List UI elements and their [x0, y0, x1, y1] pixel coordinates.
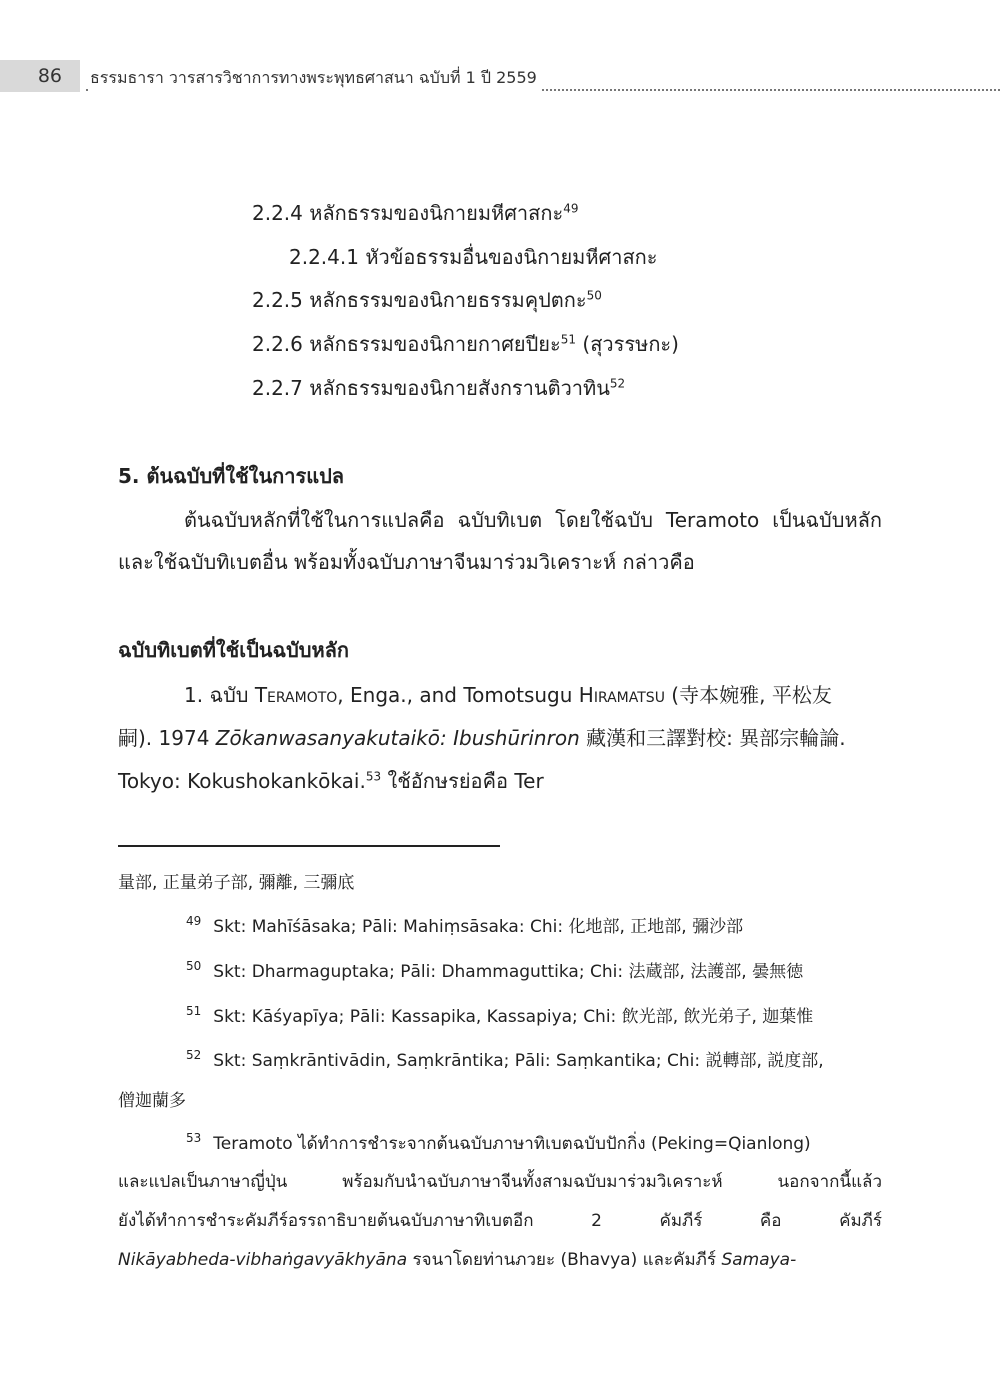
- footnote-line: และแปลเป็นภาษาญี่ปุ่น พร้อมกับนำฉบับภาษาจีนทั้งสามฉบับมาร่วมวิเคราะห์ นอกจากนี้แล้ว: [118, 1172, 882, 1192]
- toc-item-text: 2.2.4 หลักธรรมของนิกายมหีศาสกะ: [252, 201, 564, 225]
- toc-footnote-ref[interactable]: 51: [560, 332, 577, 347]
- ref-text: 嗣). 1974: [118, 726, 216, 750]
- footnote-text: Skt: Mahīśāsaka; Pāli: Mahiṃsāsaka: Chi: 化地部, 正地部, 彌沙部: [213, 917, 744, 937]
- footnote-number: 50: [186, 959, 202, 974]
- ref-cjk-title: 藏漢和三譯對校: 異部宗輪論.: [579, 726, 846, 750]
- footnote-italic-title: Nikāyabheda-vibhaṅgavyākhyāna: [118, 1250, 408, 1270]
- ref-author: Teramoto: [254, 683, 338, 707]
- footnote-line: [118, 1246, 796, 1273]
- toc-footnote-ref[interactable]: 49: [563, 201, 579, 216]
- reference-line: [184, 679, 832, 711]
- footnote-italic-title: Samaya-: [721, 1250, 797, 1270]
- footnote-rule: [118, 845, 500, 847]
- footnote-line: ยังได้ทำการชำระคัมภีร์อรรถาธิบายต้นฉบับภาษาทิเบตอีก 2 คัมภีร์ คือ คัมภีร์: [118, 1211, 882, 1231]
- footnote-number: 52: [186, 1048, 202, 1063]
- reference-line: [118, 722, 846, 751]
- subsection-heading: ฉบับทิเบตที่ใช้เป็นฉบับหลัก: [118, 638, 350, 662]
- toc-item-text: 2.2.5 หลักธรรมของนิกายธรรมคุปตกะ: [252, 288, 587, 312]
- toc-item: [252, 197, 578, 229]
- toc-item: [252, 328, 679, 360]
- ref-cjk-title: (寺本婉雅, 平松友: [664, 683, 832, 707]
- paragraph-line: ต้นฉบับหลักที่ใช้ในการแปลคือ ฉบับทิเบต โดยใช้ฉบับ Teramoto เป็นฉบับหลัก: [184, 508, 882, 532]
- running-title: ธรรมธารา วารสารวิชาการทางพระพุทธศาสนา ฉบับที่ 1 ปี 2559: [90, 66, 541, 91]
- ref-abbrev: ใช้อักษรย่อคือ Ter: [381, 769, 544, 793]
- ref-text: Tokyo: Kokushokankōkai.: [118, 769, 366, 793]
- ref-author: Hiramatsu: [578, 683, 665, 707]
- footnote-ref[interactable]: 53: [365, 769, 382, 784]
- footnote: [186, 1046, 824, 1071]
- toc-item-text: 2.2.6 หลักธรรมของนิกายกาศยปียะ: [252, 332, 561, 356]
- toc-footnote-ref[interactable]: 50: [586, 288, 602, 303]
- toc-item: [252, 284, 602, 316]
- footnote-continuation: 量部, 正量弟子部, 彌離, 三彌底: [118, 873, 355, 893]
- footnote-text: Skt: Kāśyapīya; Pāli: Kassapika, Kassapiya; Chi: 飲光部, 飲光弟子, 迦葉惟: [213, 1007, 814, 1027]
- footnote: [186, 1130, 811, 1157]
- ref-italic-title: Zōkanwasanyakutaikō: Ibushūrinron: [215, 726, 580, 750]
- footnote-text: รจนาโดยท่านภวยะ (Bhavya) และคัมภีร์: [407, 1250, 722, 1270]
- toc-item: [289, 241, 658, 273]
- section-heading: 5. ต้นฉบับที่ใช้ในการแปล: [118, 464, 345, 488]
- toc-item: [252, 372, 625, 404]
- footnote: [186, 957, 803, 982]
- reference-line: [118, 765, 544, 797]
- footnote-text: Skt: Dharmaguptaka; Pāli: Dhammaguttika; Chi: 法蔵部, 法護部, 曇無徳: [213, 962, 804, 982]
- footnote-number: 53: [186, 1131, 202, 1146]
- ref-text: , Enga., and Tomotsugu: [337, 683, 579, 707]
- toc-item-tail: (สุวรรษกะ): [576, 332, 679, 356]
- footnote-text: Skt: Saṃkrāntivādin, Saṃkrāntika; Pāli: Saṃkantika; Chi: 説轉部, 説度部,: [213, 1051, 824, 1071]
- footnote: [186, 1002, 813, 1027]
- paragraph-line: และใช้ฉบับทิเบตอื่น พร้อมทั้งฉบับภาษาจีนมาร่วมวิเคราะห์ กล่าวคือ: [118, 550, 695, 574]
- toc-item-text: 2.2.4.1 หัวข้อธรรมอื่นของนิกายมหีศาสกะ: [289, 245, 658, 269]
- page-number: 86: [0, 60, 80, 92]
- footnote-number: 51: [186, 1004, 202, 1019]
- toc-item-text: 2.2.7 หลักธรรมของนิกายสังกรานติวาทิน: [252, 376, 610, 400]
- running-header: [0, 60, 1000, 96]
- footnote: [186, 912, 743, 937]
- footnote-continuation: 僧迦蘭多: [118, 1091, 186, 1111]
- footnote-text: Teramoto ได้ทำการชำระจากต้นฉบับภาษาทิเบตฉบับปักกิ่ง (Peking=Qianlong): [213, 1134, 811, 1154]
- footnote-number: 49: [186, 914, 202, 929]
- ref-prefix: 1. ฉบับ: [184, 683, 255, 707]
- toc-footnote-ref[interactable]: 52: [609, 376, 626, 391]
